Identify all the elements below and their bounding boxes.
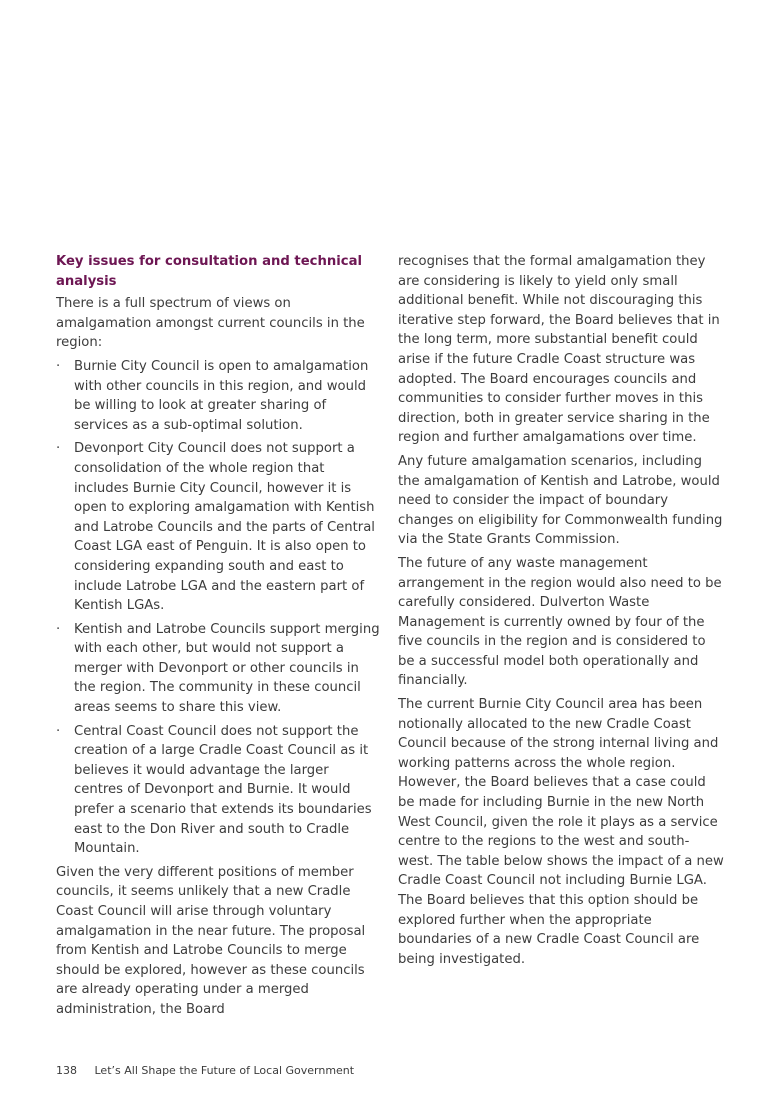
list-item-text: Central Coast Council does not support the creation of a large Cradle Coast Council as it believes it would advantage the larger centres of Devonport and Burnie. It would prefer a scenario that extends its boundaries east to the Don River and south to Cradle Mountain. (74, 723, 372, 857)
list-item (56, 620, 381, 718)
list-item (56, 439, 381, 615)
body-paragraph: recognises that the formal amalgamation they are considering is likely to yield only small additional benefit. While not discouraging this iterative step forward, the Board believes that in the long term, more substantial benefit could arise if the future Cradle Coast structure was adopted. The Board encourages councils and communities to consider further moves in this direction, both in greater service sharing in the region and further amalgamations over time. (398, 254, 720, 446)
closing-paragraph: Given the very different positions of member councils, it seems unlikely that a new Cradle Coast Council will arise through voluntary amalgamation in the near future. The proposal from Kentish and Latrobe Councils to merge should be explored, however as these councils are already operating under a merged administration, the Board (56, 864, 366, 1017)
list-item-text: Kentish and Latrobe Councils support merging with each other, but would not support a merger with Devonport or other councils in the region. The community in these council areas seems to share this view. (74, 621, 380, 716)
list-item (56, 722, 381, 859)
bullet-marker: · (56, 621, 61, 637)
list-item-text: Burnie City Council is open to amalgamation with other councils in this region, and would be willing to look at greater sharing of services as a sub-optimal solution. (74, 358, 369, 433)
bullet-marker: · (56, 441, 61, 457)
page-number: 138 (56, 1064, 77, 1077)
body-paragraph: Any future amalgamation scenarios, including the amalgamation of Kentish and Latrobe, would need to consider the impact of boundary changes on eligibility for Commonwealth funding via the State Grants Commission. (398, 453, 723, 548)
list-item-text: Devonport City Council does not support a consolidation of the whole region that includes Burnie City Council, however it is open to exploring amalgamation with Kentish and Latrobe Councils and the parts of Central Coast LGA east of Penguin. It is also open to considering expanding south and east to include Latrobe LGA and the eastern part of Kentish LGAs. (74, 441, 375, 614)
council-positions-list (56, 357, 381, 859)
list-item (56, 357, 381, 435)
intro-paragraph: There is a full spectrum of views on amalgamation amongst current councils in the region: (56, 296, 365, 351)
left-column (56, 252, 381, 1024)
body-paragraph: The current Burnie City Council area has been notionally allocated to the new Cradle Coast Council because of the strong internal living and working patterns across the whole region. However, the Board believes that a case could be made for including Burnie in the new North West Council, given the role it plays as a service centre to the regions to the west and south-west. The table below shows the impact of a new Cradle Coast Council not including Burnie LGA. The Board believes that this option should be explored further when the appropriate boundaries of a new Cradle Coast Council are being investigated. (398, 697, 724, 967)
bullet-marker: · (56, 358, 61, 374)
body-paragraph: The future of any waste management arrangement in the region would also need to be carefully considered. Dulverton Waste Management is currently owned by four of the five councils in the region and is considered to be a successful model both operationally and financially. (398, 555, 722, 689)
page-footer (56, 1064, 354, 1077)
right-column (398, 252, 724, 973)
document-title: Let’s All Shape the Future of Local Government (94, 1064, 355, 1077)
bullet-marker: · (56, 723, 61, 739)
section-heading: Key issues for consultation and technical analysis (56, 254, 363, 289)
